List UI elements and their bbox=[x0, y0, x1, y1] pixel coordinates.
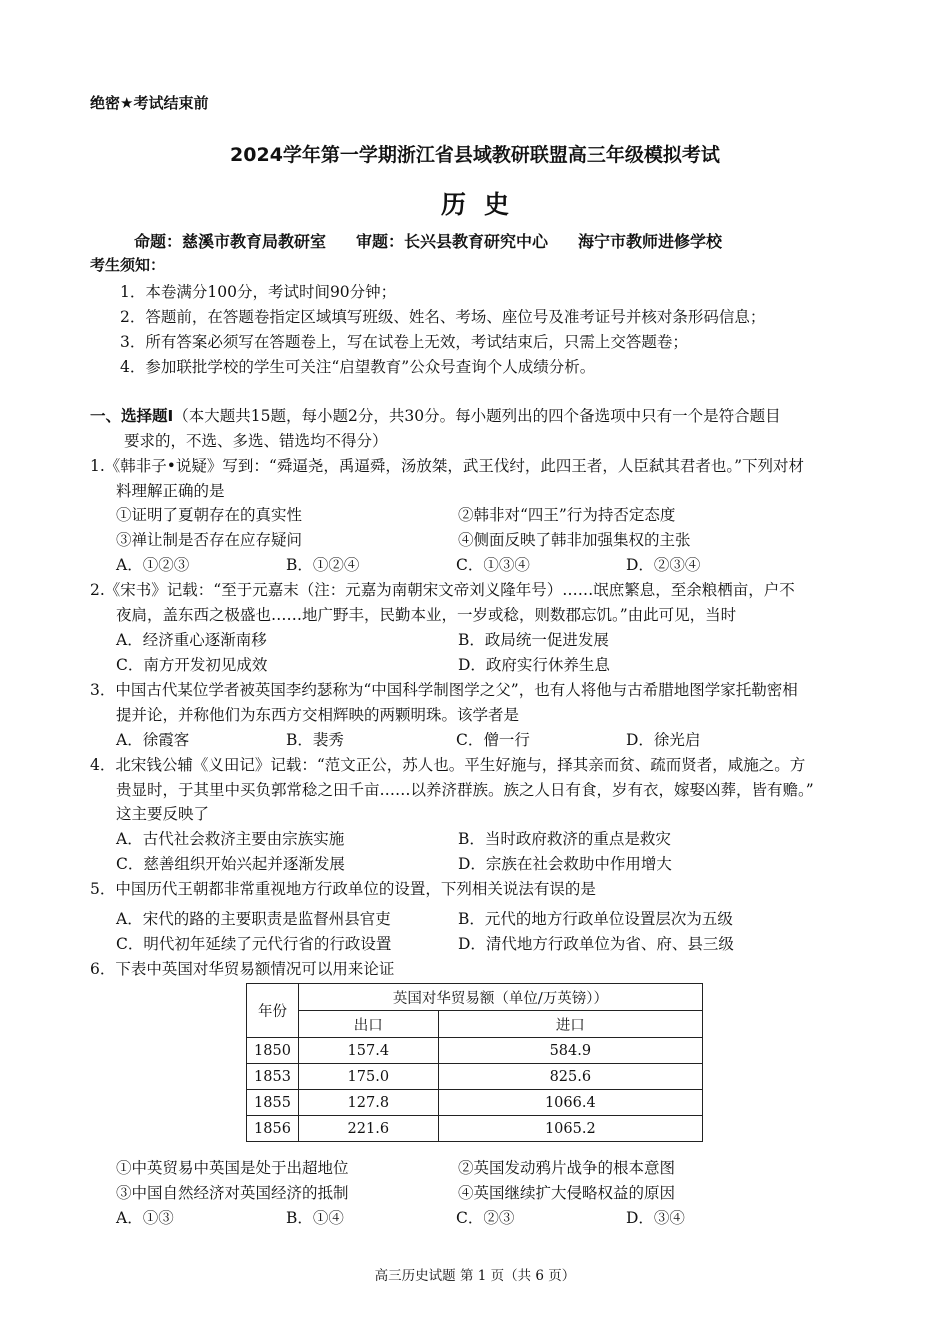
q1-option-b: B．①②④ bbox=[286, 556, 360, 574]
table-row bbox=[247, 1064, 703, 1090]
q4-option-c: C．慈善组织开始兴起并逐渐发展 bbox=[116, 855, 345, 873]
q6-option-d: D．③④ bbox=[626, 1209, 685, 1227]
q6-statement: ③中国自然经济对英国经济的抵制 bbox=[116, 1184, 349, 1202]
section-desc: （本大题共15题，每小题2分，共30分。每小题列出的四个备选项中只有一个是符合题目 bbox=[173, 407, 781, 425]
table-cell-export: 221.6 bbox=[298, 1116, 438, 1142]
q5-stem: 5．中国历代王朝都非常重视地方行政单位的设置，下列相关说法有误的是 bbox=[90, 880, 596, 898]
table-cell-year: 1850 bbox=[247, 1038, 299, 1064]
q1-option-a: A．①②③ bbox=[116, 556, 190, 574]
q4-option-a: A．古代社会救济主要由宗族实施 bbox=[116, 830, 345, 848]
q4-option-d: D．宗族在社会救助中作用增大 bbox=[458, 855, 672, 873]
q6-options bbox=[116, 1206, 796, 1228]
q2-stem: 2.《宋书》记载：“至于元嘉末（注：元嘉为南朝宋文帝刘义隆年号）……氓庶繁息，至余粮栖亩，户不 bbox=[90, 581, 795, 599]
table-cell-year: 1856 bbox=[247, 1116, 299, 1142]
table-cell-export: 127.8 bbox=[298, 1090, 438, 1116]
table-cell-year: 1853 bbox=[247, 1064, 299, 1090]
q3-option-a: A．徐霞客 bbox=[116, 731, 190, 749]
q1-statement: ③禅让制是否存在应存疑问 bbox=[116, 531, 303, 549]
table-cell-import: 825.6 bbox=[438, 1064, 702, 1090]
table-row bbox=[247, 1090, 703, 1116]
q3-stem-cont: 提并论，并称他们为东西方交相辉映的两颗明珠。该学者是 bbox=[116, 706, 520, 724]
q1-stem: 1.《韩非子•说疑》写到：“舜逼尧，禹逼舜，汤放桀，武王伐纣，此四王者，人臣弑其君者也。”下列对材 bbox=[90, 457, 805, 475]
table-cell-export: 157.4 bbox=[298, 1038, 438, 1064]
q6-option-b: B．①④ bbox=[286, 1209, 344, 1227]
q3-option-c: C．僧一行 bbox=[456, 731, 530, 749]
confidential-label: 绝密★考试结束前 bbox=[90, 94, 209, 112]
q6-statement: ①中英贸易中英国是处于出超地位 bbox=[116, 1159, 349, 1177]
q1-stem-cont: 料理解正确的是 bbox=[116, 482, 225, 500]
table-title: 英国对华贸易额（单位/万英镑）） bbox=[298, 984, 702, 1011]
section-title: 一、选择题Ⅰ bbox=[90, 407, 174, 425]
page-footer: 高三历史试题 第 1 页（共 6 页） bbox=[374, 1268, 576, 1284]
notice-item: 4．参加联批学校的学生可关注“启望教育”公众号查询个人成绩分析。 bbox=[120, 358, 596, 376]
section-heading bbox=[90, 404, 781, 426]
table-cell-year: 1855 bbox=[247, 1090, 299, 1116]
q5-option-d: D．清代地方行政单位为省、府、县三级 bbox=[458, 935, 734, 953]
author-proposer: 命题：慈溪市教育局教研室 bbox=[134, 232, 327, 251]
notice-item: 3．所有答案必须写在答题卷上，写在试卷上无效，考试结束后，只需上交答题卷； bbox=[120, 333, 688, 351]
q2-option-d: D．政府实行休养生息 bbox=[458, 656, 610, 674]
q1-statement: ②韩非对“四王”行为持否定态度 bbox=[458, 506, 676, 524]
q6-statement: ②英国发动鸦片战争的根本意图 bbox=[458, 1159, 676, 1177]
q3-option-d: D．徐光启 bbox=[626, 731, 701, 749]
q4-option-b: B．当时政府救济的重点是救灾 bbox=[458, 830, 671, 848]
notice-item: 1．本卷满分100分，考试时间90分钟； bbox=[120, 283, 397, 301]
q6-option-a: A．①③ bbox=[116, 1209, 174, 1227]
author-line bbox=[134, 229, 722, 252]
subject-title: 历史 bbox=[440, 190, 527, 219]
q4-stem-cont: 贵显时，于其里中买负郭常稔之田千亩……以养济群族。族之人日有食，岁有衣，嫁娶凶葬，皆有赡。” bbox=[116, 781, 814, 799]
section-desc-cont: 要求的，不选、多选、错选均不得分） bbox=[124, 432, 388, 450]
q6-option-c: C．②③ bbox=[456, 1209, 515, 1227]
table-header-export: 出口 bbox=[298, 1011, 438, 1038]
table-row bbox=[247, 1038, 703, 1064]
table-cell-import: 1066.4 bbox=[438, 1090, 702, 1116]
q3-stem: 3．中国古代某位学者被英国李约瑟称为“中国科学制图学之父”，也有人将他与古希腊地图学家托勒密相 bbox=[90, 681, 798, 699]
q6-stem: 6．下表中英国对华贸易额情况可以用来论证 bbox=[90, 960, 395, 978]
exam-title: 2024学年第一学期浙江省县域教研联盟高三年级模拟考试 bbox=[230, 144, 720, 166]
q1-options bbox=[116, 553, 796, 575]
q1-statement: ④侧面反映了韩非加强集权的主张 bbox=[458, 531, 691, 549]
q1-statement: ①证明了夏朝存在的真实性 bbox=[116, 506, 303, 524]
q2-stem-cont: 夜扃，盖东西之极盛也……地广野丰，民勤本业，一岁或稔，则数郡忘饥。”由此可见，当时 bbox=[116, 606, 737, 624]
q3-option-b: B．裴秀 bbox=[286, 731, 344, 749]
table-header-import: 进口 bbox=[438, 1011, 702, 1038]
q2-option-b: B．政局统一促进发展 bbox=[458, 631, 609, 649]
table-cell-import: 1065.2 bbox=[438, 1116, 702, 1142]
q1-option-c: C．①③④ bbox=[456, 556, 530, 574]
q4-stem-cont: 这主要反映了 bbox=[116, 805, 210, 823]
q1-option-d: D．②③④ bbox=[626, 556, 701, 574]
author-reviewer: 审题：长兴县教育研究中心 bbox=[356, 232, 549, 251]
table-row bbox=[247, 1116, 703, 1142]
notice-heading: 考生须知： bbox=[90, 256, 166, 274]
q4-stem: 4．北宋钱公辅《义田记》记载：“范文正公，苏人也。平生好施与，择其亲而贫、疏而贤者，咸施之。方 bbox=[90, 756, 806, 774]
trade-table bbox=[246, 983, 703, 1142]
q5-option-a: A．宋代的路的主要职责是监督州县官吏 bbox=[116, 910, 391, 928]
q5-option-b: B．元代的地方行政单位设置层次为五级 bbox=[458, 910, 733, 928]
q5-option-c: C．明代初年延续了元代行省的行政设置 bbox=[116, 935, 392, 953]
q2-option-c: C．南方开发初见成效 bbox=[116, 656, 268, 674]
table-cell-import: 584.9 bbox=[438, 1038, 702, 1064]
notice-item: 2．答题前，在答题卷指定区域填写班级、姓名、考场、座位号及准考证号并核对条形码信息； bbox=[120, 308, 766, 326]
author-reviewer-2: 海宁市教师进修学校 bbox=[578, 232, 723, 251]
table-header-year: 年份 bbox=[247, 984, 299, 1038]
q2-option-a: A．经济重心逐渐南移 bbox=[116, 631, 267, 649]
table-cell-export: 175.0 bbox=[298, 1064, 438, 1090]
q3-options bbox=[116, 728, 796, 750]
q6-statement: ④英国继续扩大侵略权益的原因 bbox=[458, 1184, 676, 1202]
